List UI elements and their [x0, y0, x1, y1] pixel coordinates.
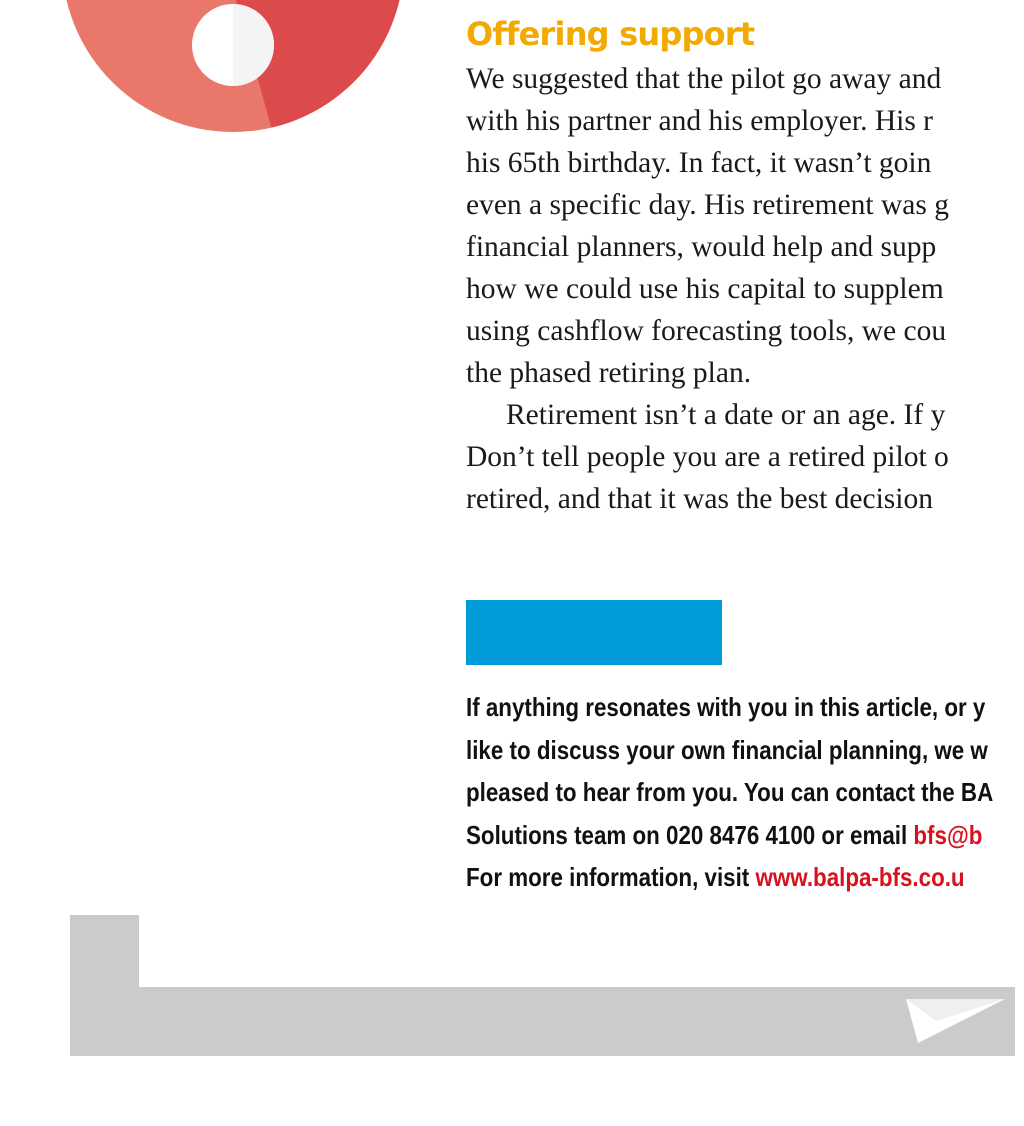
contact-line: If anything resonates with you in this article, or y	[466, 692, 986, 722]
blue-accent-block	[466, 600, 722, 665]
article-body	[466, 58, 1024, 520]
body-line: retired, and that it was the best decision	[466, 483, 933, 515]
footer-bar	[70, 915, 1015, 1056]
contact-line: pleased to hear from you. You can contact the BA	[466, 777, 994, 807]
body-line: his 65th birthday. In fact, it wasn’t goin	[466, 147, 932, 179]
website-link[interactable]: www.balpa-bfs.co.u	[755, 862, 965, 892]
contact-line-text: Solutions team on 020 8476 4100 or email	[466, 819, 914, 850]
red-circle-graphic-icon	[62, 0, 404, 132]
email-link[interactable]: bfs@b	[913, 819, 983, 850]
contact-box	[466, 686, 1024, 899]
body-line: financial planners, would help and supp	[466, 231, 937, 263]
contact-line-text: For more information, visit	[466, 862, 756, 892]
body-line: how we could use his capital to supplem	[466, 273, 944, 305]
contact-line	[466, 856, 1024, 899]
body-line: the phased retiring plan.	[466, 357, 752, 389]
contact-line	[466, 814, 1024, 857]
body-line: We suggested that the pilot go away and	[466, 63, 942, 95]
contact-line: like to discuss your own financial planning, we w	[466, 734, 988, 765]
body-line: with his partner and his employer. His r	[466, 105, 934, 137]
body-line: Don’t tell people you are a retired pilot o	[466, 441, 949, 473]
body-line: using cashflow forecasting tools, we cou	[466, 315, 947, 347]
body-line: even a specific day. His retirement was g	[466, 189, 950, 221]
section-heading: Offering support	[466, 15, 755, 53]
body-line: Retirement isn’t a date or an age. If y	[506, 399, 946, 431]
